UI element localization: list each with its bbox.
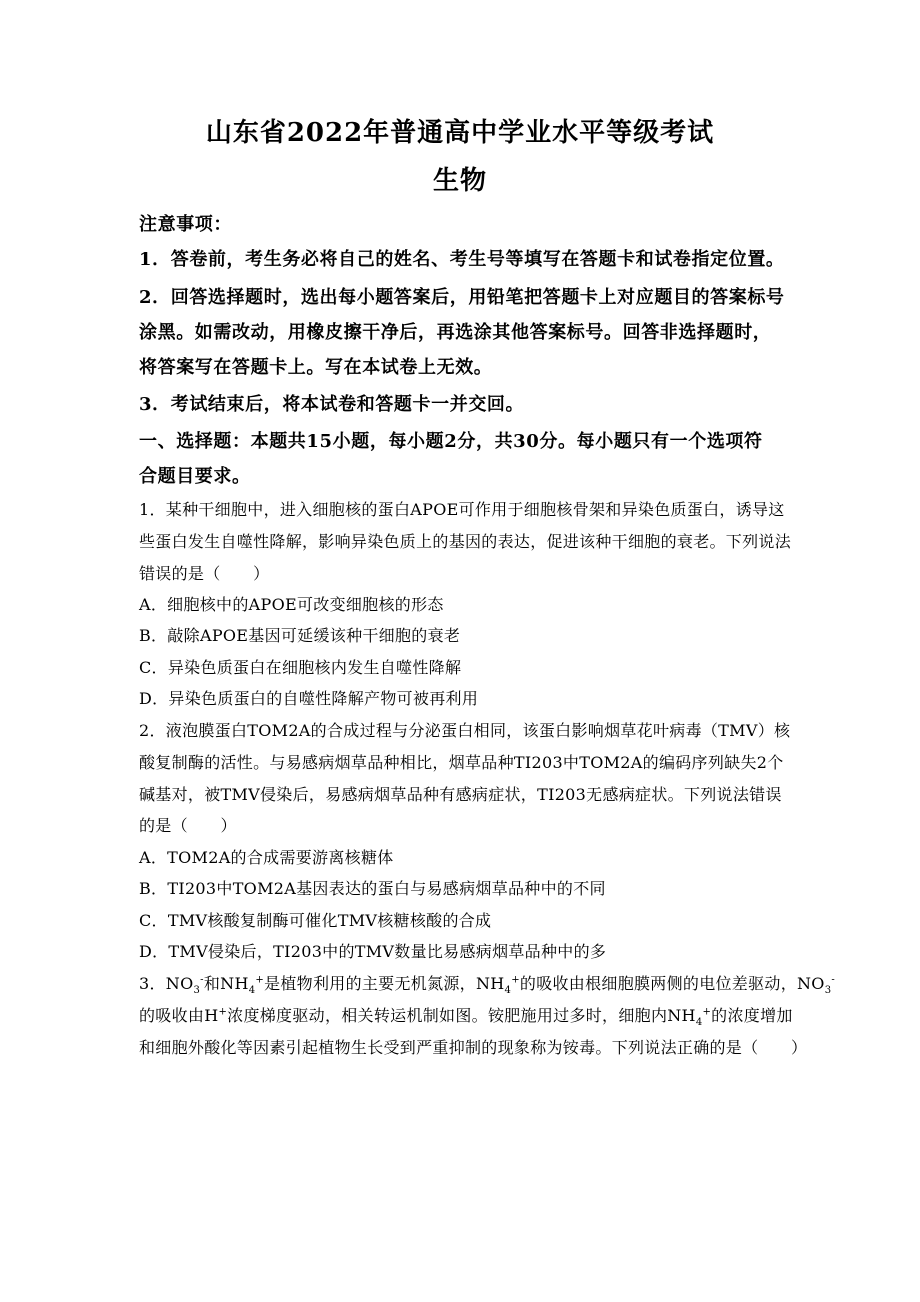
question-1-line-3: 错误的是（ ）: [139, 564, 270, 583]
q3-superscript: +: [511, 974, 520, 986]
q3-subscript: 4: [695, 1017, 703, 1029]
question-1-option-a: A．细胞核中的APOE可改变细胞核的形态: [139, 595, 444, 614]
q3-text: 3．NO: [139, 974, 194, 993]
notice-item-2-line-3: 将答案写在答题卡上。写在本试卷上无效。: [139, 357, 493, 378]
question-1-option-b: B．敲除APOE基因可延缓该种干细胞的衰老: [139, 626, 461, 645]
question-2-option-a: A．TOM2A的合成需要游离核糖体: [139, 848, 394, 867]
notice-item-1: 1．答卷前，考生务必将自己的姓名、考生号等填写在答题卡和试卷指定位置。: [139, 249, 785, 270]
question-2-line-4: 的是（ ）: [139, 816, 237, 835]
notice-item-2-line-1: 2．回答选择题时，选出每小题答案后，用铅笔把答题卡上对应题目的答案标号: [139, 287, 785, 308]
question-2-option-b: B．TI203中TOM2A基因表达的蛋白与易感病烟草品种中的不同: [139, 879, 606, 898]
notice-item-2-line-2: 涂黑。如需改动，用橡皮擦干净后，再选涂其他答案标号。回答非选择题时，: [139, 322, 772, 343]
q3-text: 是植物利用的主要无机氮源，NH: [264, 974, 505, 993]
question-2-line-3: 碱基对，被TMV侵染后，易感病烟草品种有感病症状，TI203无感病症状。下列说法错误: [139, 785, 782, 804]
notice-item-3: 3．考试结束后，将本试卷和答题卡一并交回。: [139, 394, 525, 415]
q3-subscript: 4: [248, 985, 256, 997]
q3-superscript: +: [702, 1006, 712, 1018]
question-2-option-c: C．TMV核酸复制酶可催化TMV核糖核酸的合成: [139, 911, 492, 930]
question-2-option-d: D．TMV侵染后，TI203中的TMV数量比易感病烟草品种中的多: [139, 942, 607, 961]
q3-text: 浓度梯度驱动，相关转运机制如图。铵肥施用过多时，细胞内NH: [227, 1006, 696, 1025]
q3-superscript: -: [831, 974, 836, 986]
q3-superscript: +: [255, 974, 265, 986]
q3-text: 的浓度增加: [711, 1006, 793, 1025]
question-2-line-1: 2．液泡膜蛋白TOM2A的合成过程与分泌蛋白相同，该蛋白影响烟草花叶病毒（TMV）核: [139, 721, 791, 740]
q3-text: 的吸收由H: [139, 1006, 219, 1025]
subject-title: 生物: [432, 166, 487, 196]
question-3-line-1: [139, 971, 836, 997]
question-2-line-2: 酸复制酶的活性。与易感病烟草品种相比，烟草品种TI203中TOM2A的编码序列缺失2个: [139, 753, 784, 772]
q3-superscript: -: [200, 974, 204, 986]
notice-heading: 注意事项：: [139, 214, 232, 235]
question-1-line-2: 些蛋白发生自噬性降解，影响异染色质上的基因的表达，促进该种干细胞的衰老。下列说法: [139, 532, 792, 551]
section-heading-line-1: 一、选择题：本题共15小题，每小题2分，共30分。每小题只有一个选项符: [139, 431, 763, 452]
q3-subscript: 3: [193, 985, 201, 997]
question-1-option-d: D．异染色质蛋白的自噬性降解产物可被再利用: [139, 689, 479, 708]
exam-title: 山东省2022年普通高中学业水平等级考试: [205, 118, 715, 148]
question-3-line-3: 和细胞外酸化等因素引起植物生长受到严重抑制的现象称为铵毒。下列说法正确的是（ ）: [139, 1038, 808, 1057]
q3-text: 和NH: [203, 974, 249, 993]
section-heading-line-2: 合题目要求。: [139, 466, 251, 487]
q3-subscript: 4: [504, 985, 512, 997]
q3-text: 的吸收由根细胞膜两侧的电位差驱动，NO: [519, 974, 825, 993]
question-1-line-1: 1．某种干细胞中，进入细胞核的蛋白APOE可作用于细胞核骨架和异染色质蛋白，诱导这: [139, 500, 785, 519]
question-1-option-c: C．异染色质蛋白在细胞核内发生自噬性降解: [139, 658, 462, 677]
q3-superscript: +: [218, 1006, 228, 1018]
question-3-line-2: [139, 1003, 793, 1029]
q3-subscript: 3: [824, 985, 832, 997]
